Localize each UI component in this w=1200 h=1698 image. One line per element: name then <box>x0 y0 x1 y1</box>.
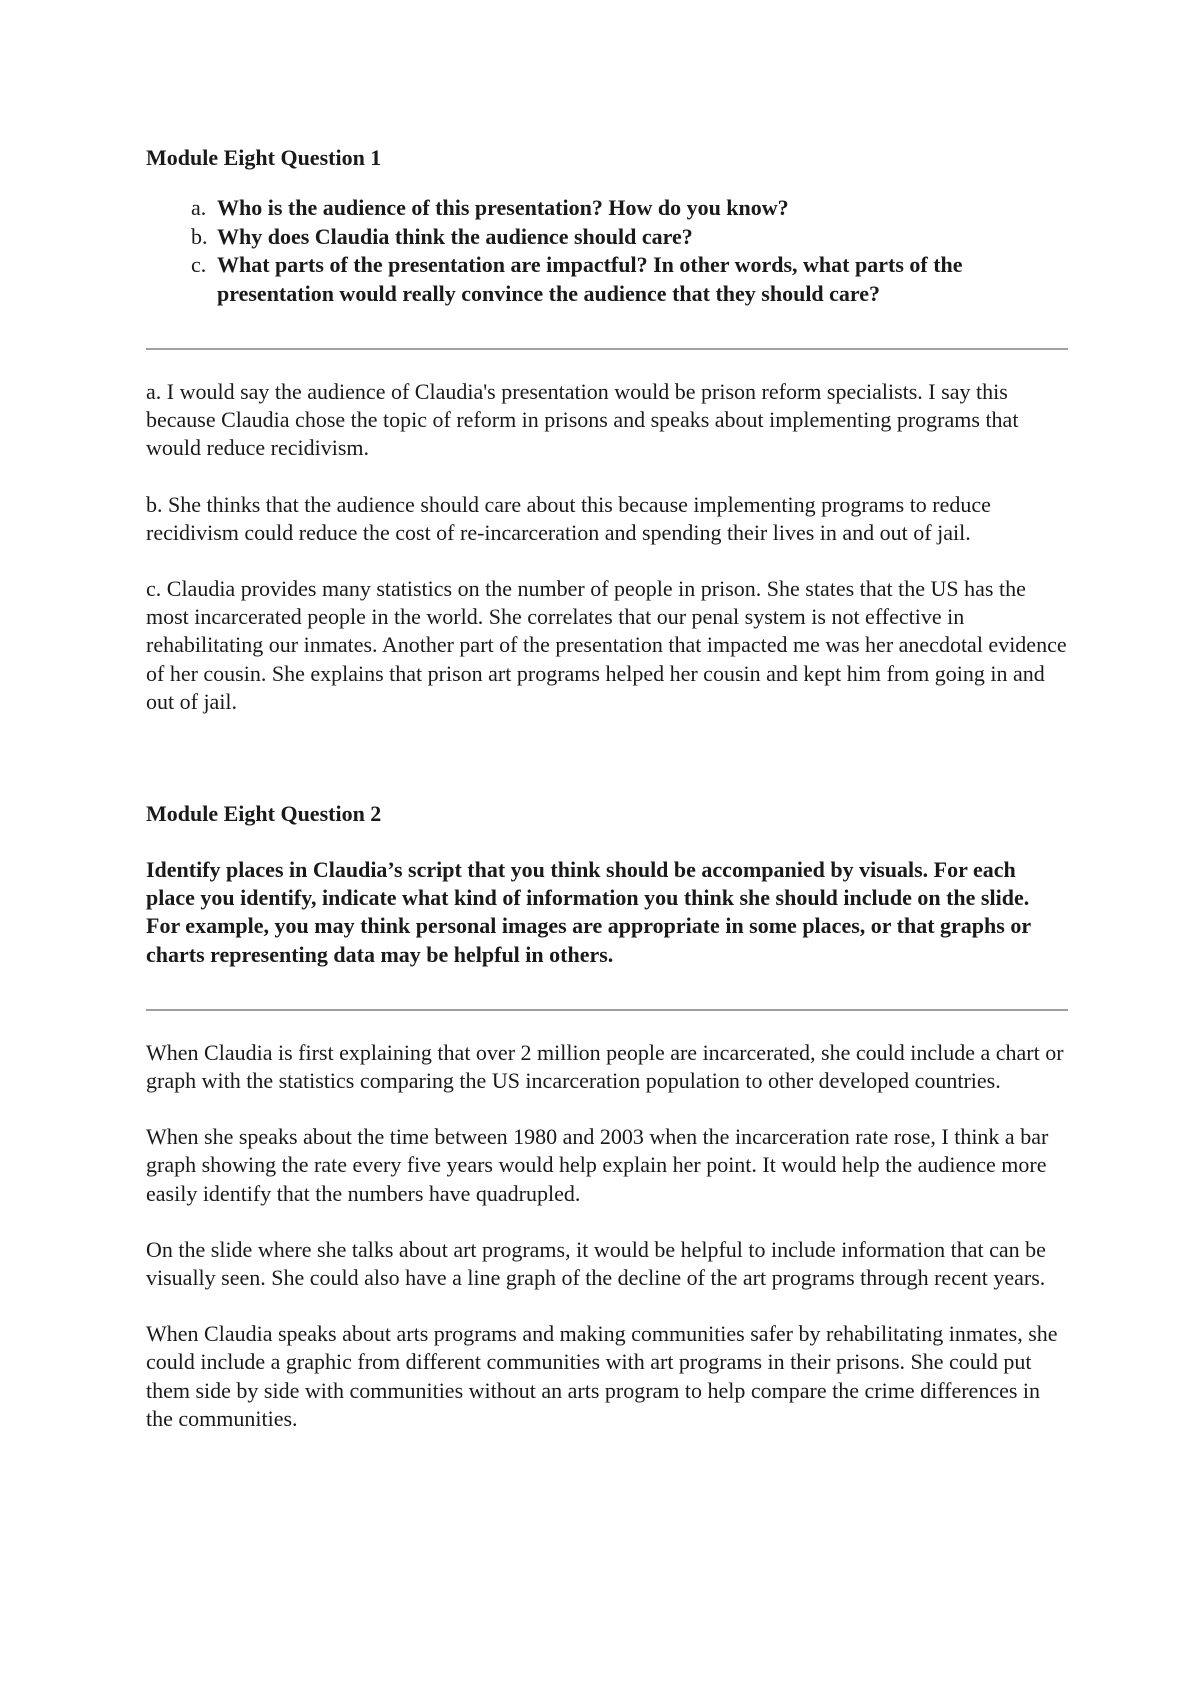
horizontal-divider <box>146 1009 1068 1011</box>
document-content <box>146 144 1068 1433</box>
list-marker: c. <box>191 252 207 277</box>
answer-paragraph: b. She thinks that the audience should care about this because implementing programs to reduce recidivism could reduce the cost of re-incarceration and spending their lives in and out of jail. <box>146 491 991 545</box>
horizontal-divider <box>146 348 1068 350</box>
question-1-heading: Module Eight Question 1 <box>146 145 382 170</box>
answer-paragraph: c. Claudia provides many statistics on the number of people in prison. She states that the US has the most incarcerated people in the world. She correlates that our penal system is not effective in rehabilitating our inmates. Another part of the presentation that impacted me was her anecdotal evidence of her cousin. She explains that prison art programs helped her cousin and kept him from going in and out of jail. <box>146 576 1067 714</box>
question-list-item <box>146 223 1068 252</box>
list-marker: a. <box>191 195 207 220</box>
answer-paragraph: a. I would say the audience of Claudia's presentation would be prison reform specialists. I say this because Claudia chose the topic of reform in prisons and speaks about implementing programs that would reduce recidivism. <box>146 379 1019 461</box>
question-text: Who is the audience of this presentation? How do you know? <box>217 195 789 220</box>
answer-paragraph: When she speaks about the time between 1980 and 2003 when the incarceration rate rose, I think a bar graph showing the rate every five years would help explain her point. It would help the audience more easily identify that the numbers have quadrupled. <box>146 1124 1049 1206</box>
question-2-prompt: Identify places in Claudia’s script that you think should be accompanied by visuals. For each place you identify, indicate what kind of information you think she should include on the slide. For example, you may think personal images are appropriate in some places, or that graphs or charts representing data may be helpful in others. <box>146 857 1031 967</box>
question-text: Why does Claudia think the audience should care? <box>217 223 693 249</box>
question-text: What parts of the presentation are impactful? In other words, what parts of the presentation would really convince the audience that they should care? <box>217 252 963 306</box>
answer-paragraph: When Claudia is first explaining that over 2 million people are incarcerated, she could include a chart or graph with the statistics comparing the US incarceration population to other developed countries. <box>146 1039 1064 1094</box>
answer-paragraph: When Claudia speaks about arts programs and making communities safer by rehabilitating inmates, she could include a graphic from different communities with art programs in their prisons. She could put them side by side with communities without an arts program to help compare the crime differences in the communities. <box>146 1321 1058 1431</box>
question-2-heading: Module Eight Question 2 <box>146 801 382 827</box>
answer-paragraph: On the slide where she talks about art programs, it would be helpful to include information that can be visually seen. She could also have a line graph of the decline of the art programs through recent years. <box>146 1236 1046 1291</box>
list-marker: b. <box>191 223 208 249</box>
question-list-item <box>146 251 1068 308</box>
question-1-list <box>146 194 1068 308</box>
question-list-item <box>146 194 1068 223</box>
